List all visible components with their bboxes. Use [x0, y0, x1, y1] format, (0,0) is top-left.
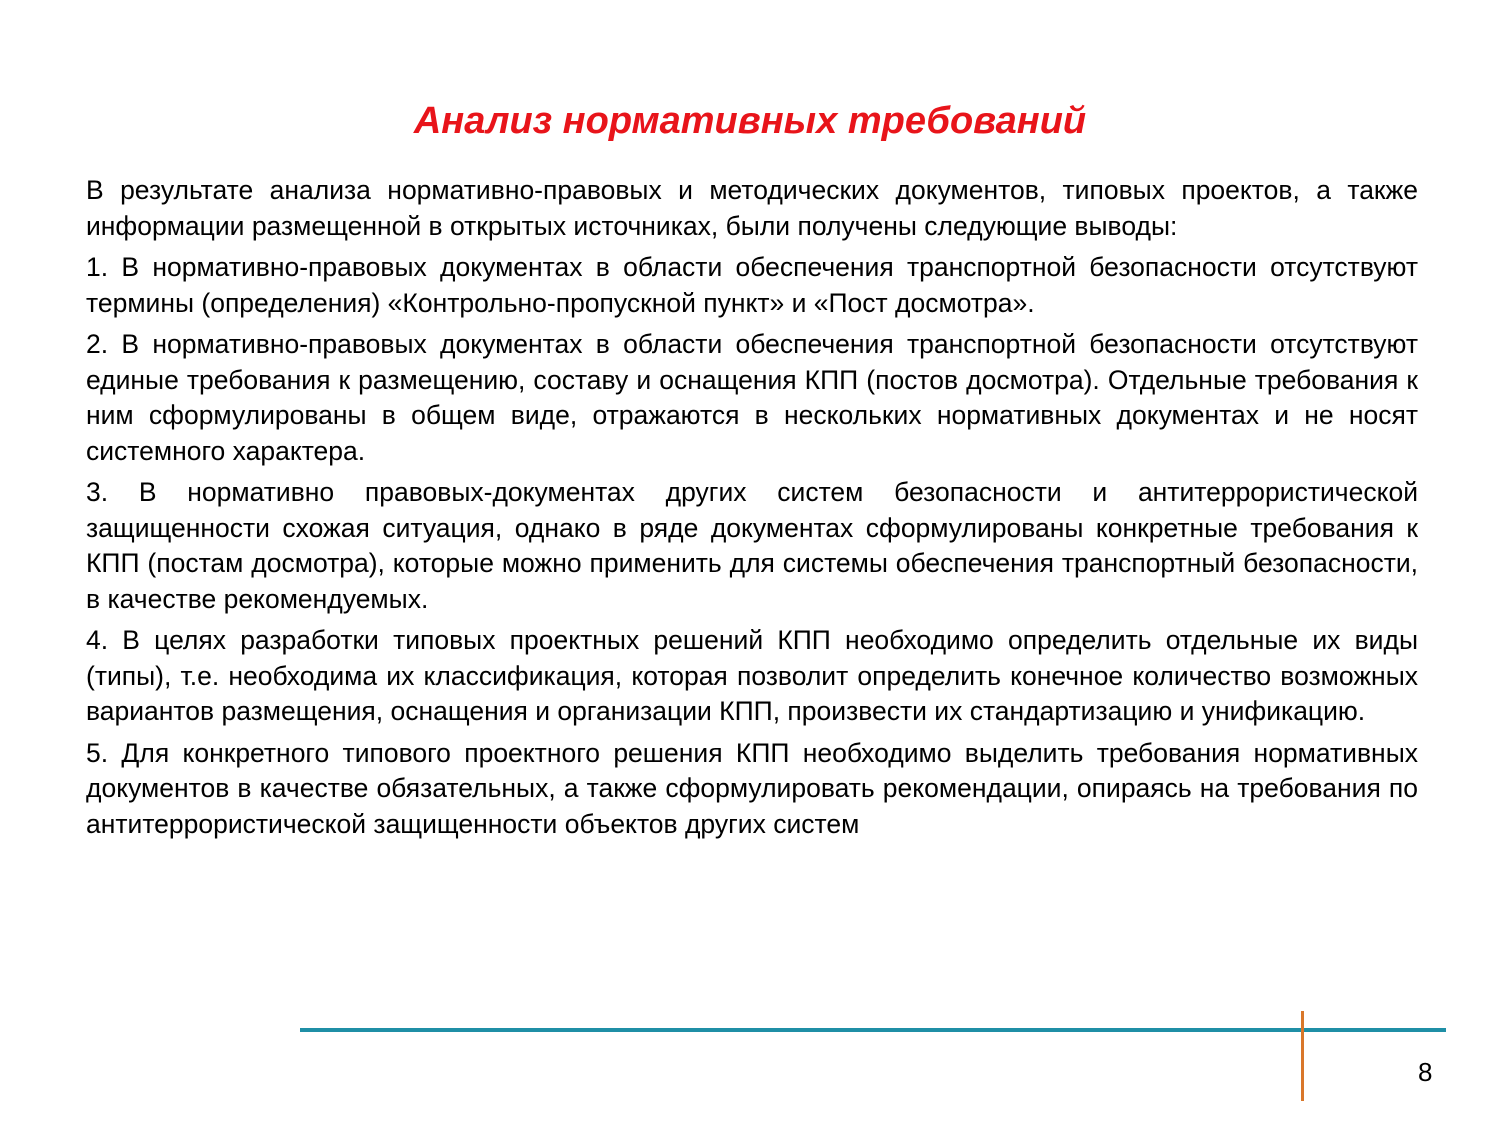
page-number: 8 — [1418, 1057, 1433, 1087]
finding-4: 4. В целях разработки типовых проектных решений КПП необходимо определить отдельные их виды (типы), т.е. необходима их классификация, которая позволит определить конечное количество возможных вариантов размещения, оснащения и организации КПП, произвести их стандартизацию и унификацию. — [86, 625, 1418, 726]
intro-paragraph: В результате анализа нормативно-правовых и методических документов, типовых проектов, а также информации размещенной в открытых источниках, были получены следующие выводы: — [86, 175, 1418, 241]
footer-divider — [1301, 1011, 1304, 1101]
finding-1: 1. В нормативно-правовых документах в области обеспечения транспортной безопасности отсутствуют термины (определения) «Контрольно-пропускной пункт» и «Пост досмотра». — [86, 252, 1418, 318]
slide-title: Анализ нормативных требований — [413, 100, 1087, 142]
footer-line — [300, 1028, 1446, 1032]
finding-3: 3. В нормативно правовых-документах других систем безопасности и антитеррористической защищенности схожая ситуация, однако в ряде документах сформулированы конкретные требования к КПП (постам досмотра), которые можно применить для системы обеспечения транспортный безопасности, в качестве рекомендуемых. — [86, 477, 1418, 614]
finding-5: 5. Для конкретного типового проектного решения КПП необходимо выделить требования нормативных документов в качестве обязательных, а также сформулировать рекомендации, опираясь на требования по антитеррористической защищенности объектов других систем — [86, 737, 1418, 839]
finding-2: 2. В нормативно-правовых документах в области обеспечения транспортной безопасности отсутствуют единые требования к размещению, составу и оснащения КПП (постов досмотра). Отдельные требования к ним сформулированы в общем виде, отражаются в нескольких нормативных документах и не носят системного характера. — [86, 329, 1418, 466]
slide-body — [86, 173, 1418, 848]
